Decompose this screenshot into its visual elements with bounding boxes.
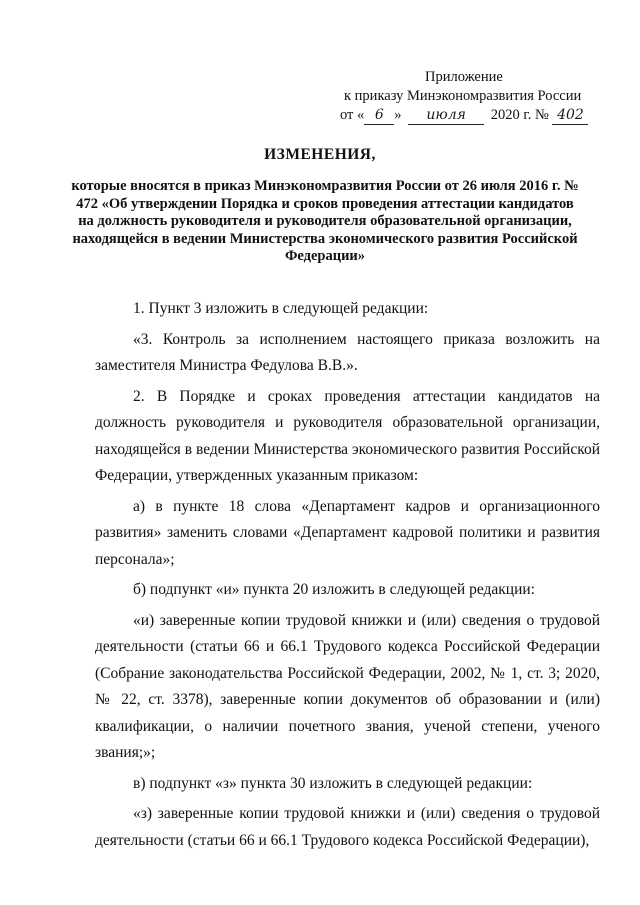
appendix-reference: к приказу Минэкономразвития России <box>344 88 582 104</box>
appendix-title: Приложение <box>425 69 503 85</box>
paragraph: «3. Контроль за исполнением настоящего приказа возложить на заместителя Министра Федулова В.В.». <box>95 330 600 374</box>
handwritten-number: 402 <box>552 107 588 125</box>
paragraph: «и) заверенные копии трудовой книжки и (или) сведения о трудовой деятельности (статьи 66 и 66.1 Трудового кодекса Российской Федерации (Собрание законодательства Российской Федерации, 2002, № 1, ст. 3; 2020, № 22, ст. 3378), заверенные копии документов об образовании и (или) квалификации, о наличии почетного звания, ученой степени, ученого звания;»; <box>95 611 600 761</box>
handwritten-month: июля <box>408 107 484 125</box>
document-body <box>95 296 600 854</box>
appendix-date-line <box>340 106 630 125</box>
date-mid: » <box>394 107 402 123</box>
document-heading: ИЗМЕНЕНИЯ, <box>264 146 376 163</box>
paragraph: в) подпункт «з» пункта 30 изложить в следующей редакции: <box>133 774 533 792</box>
handwritten-day: 6 <box>364 107 394 125</box>
paragraph: 2. В Порядке и сроках проведения аттестации кандидатов на должность руководителя и руководителя образовательной организации, находящейся в ведении Министерства экономического развития Российской Федерации, утвержденных указанным приказом: <box>95 387 600 484</box>
appendix-block <box>340 68 630 125</box>
date-year: 2020 г. № <box>490 107 549 123</box>
paragraph: «з) заверенные копии трудовой книжки и (или) сведения о трудовой деятельности (статьи 66 и 66.1 Трудового кодекса Российской Федерации), <box>95 805 600 849</box>
document-subheading: которые вносятся в приказ Минэкономразвития России от 26 июля 2016 г. № 472 «Об утверждении Порядка и сроков проведения аттестации кандидатов на должность руководителя и руководителя образовательной организации, находящейся в ведении Министерства экономического развития Российской Федерации» <box>71 178 579 264</box>
paragraph: б) подпункт «и» пункта 20 изложить в следующей редакции: <box>133 581 535 598</box>
date-prefix: от « <box>340 107 365 123</box>
paragraph: а) в пункте 18 слова «Департамент кадров и организационного развития» заменить словами «Департамент кадровой политики и развития персонала»; <box>95 497 600 568</box>
paragraph: 1. Пункт 3 изложить в следующей редакции: <box>133 300 429 317</box>
